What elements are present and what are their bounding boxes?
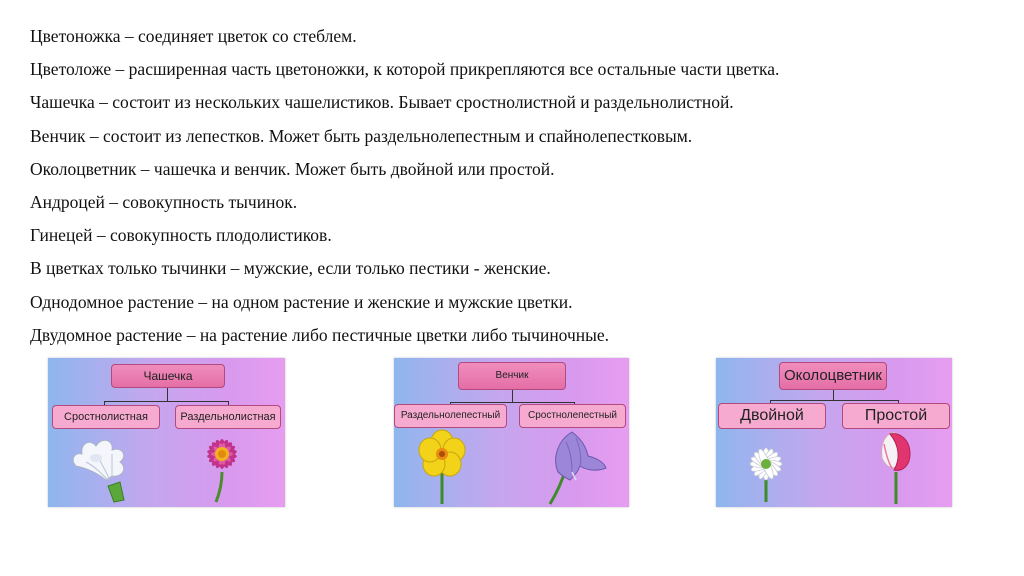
definition-line: Андроцей – совокупность тычинок. (30, 191, 298, 212)
connector-line (770, 400, 898, 401)
corolla-diagram (394, 358, 629, 507)
calyx-title-box: Чашечка (111, 364, 225, 388)
daisy-flower-icon (730, 430, 802, 504)
definition-line: Цветоножка – соединяет цветок со стеблем. (30, 26, 357, 46)
corolla-right-box: Сростнолепестный (519, 404, 626, 428)
tulip-flower-icon (866, 428, 926, 506)
calyx-right-box: Раздельнолистная (175, 405, 281, 429)
definition-line: Двудомное растение – на растение либо пестичные цветки либо тычиночные. (30, 324, 610, 345)
buttercup-flower-icon (410, 428, 474, 506)
definition-line: Гинецей – совокупность плодолистиков. (30, 225, 332, 246)
perianth-diagram (716, 358, 952, 507)
definition-line: Околоцветник – чашечка и венчик. Может быть двойной или простой. (30, 158, 555, 179)
definition-line: Цветоложе – расширенная часть цветоножки, к которой прикрепляются все остальные части цветка. (30, 59, 780, 80)
calyx-diagram (48, 358, 285, 507)
perianth-left-box: Двойной (718, 403, 826, 429)
connector-line (833, 390, 834, 400)
bellflower-icon (536, 428, 610, 506)
connector-line (167, 388, 168, 401)
definition-line: В цветках только тычинки – мужские, если только пестики - женские. (30, 258, 551, 279)
definition-line: Венчик – состоит из лепестков. Может быть раздельнолепестным и спайнолепестковым. (30, 125, 693, 146)
aster-flower-icon (186, 428, 258, 504)
connector-line (450, 402, 574, 403)
corolla-title-box: Венчик (458, 362, 566, 390)
corolla-left-box: Раздельнолепестный (394, 404, 507, 428)
calyx-left-box: Сростнолистная (52, 405, 160, 429)
perianth-right-box: Простой (842, 403, 950, 429)
connector-line (512, 390, 513, 402)
definition-line: Чашечка – состоит из нескольких чашелистиков. Бывает сростнолистной и раздельнолистной. (30, 92, 734, 113)
definitions-text (30, 20, 1010, 352)
white-trumpet-flower-icon (66, 430, 136, 504)
definition-line: Однодомное растение – на одном растение и женские и мужские цветки. (30, 291, 573, 312)
perianth-title-box: Околоцветник (779, 362, 887, 390)
connector-line (104, 401, 228, 402)
